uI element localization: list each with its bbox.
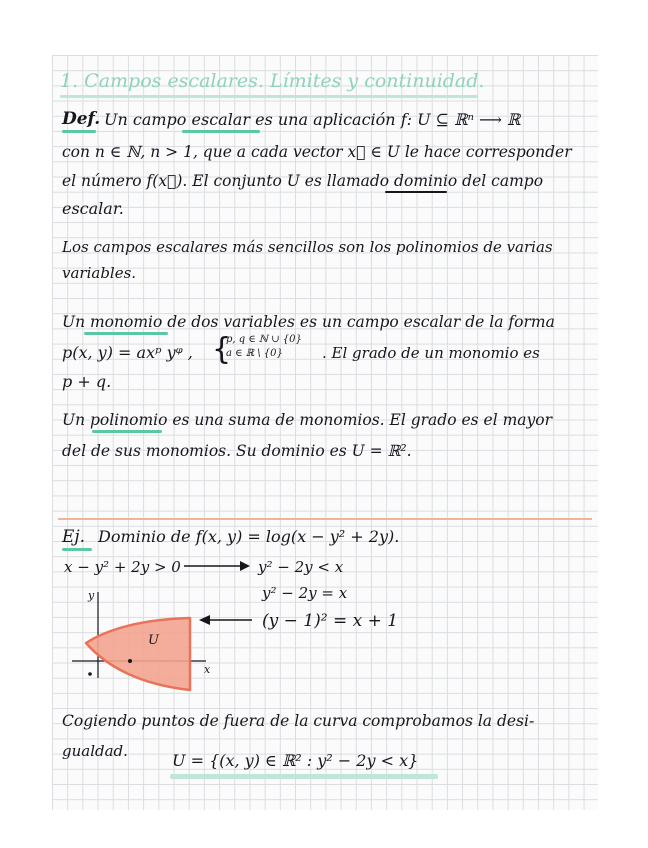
domain-set-highlight [170, 774, 438, 779]
conclusion-line-2: gualdad. [62, 742, 128, 760]
polynomials-line-1: Los campos escalares más sencillos son los polinomios de varias [62, 238, 553, 256]
region-label: U [148, 633, 159, 648]
example-step-3: (y − 1)² = x + 1 [262, 611, 399, 631]
definition-line-2: con n ∈ ℕ, n > 1, que a cada vector x⃗ ∈ U le hace corresponder [62, 143, 572, 161]
example-step-1: y² − 2y < x [258, 558, 344, 576]
monomial-formula: p(x, y) = axᵖ yᵠ , [62, 343, 193, 362]
polynomial-line-2: del de sus monomios. Su dominio es U = ℝ². [62, 442, 412, 460]
definition-line-4: escalar. [62, 199, 124, 218]
example-condition: x − y² + 2y > 0 [64, 558, 181, 576]
system-brace: { [212, 332, 232, 367]
conclusion-line-1: Cogiendo puntos de fuera de la curva comprobamos la desi- [62, 712, 535, 730]
definition-label: Def. [62, 109, 101, 129]
y-axis-label: y [88, 589, 95, 602]
example-step-2: y² − 2y = x [262, 584, 348, 602]
origin-point [88, 672, 92, 676]
monomial-degree-text: . El grado de un monomio es [322, 344, 540, 362]
domain-region [86, 618, 190, 690]
definition-line-3: el número f(x⃗). El conjunto U es llamado dominio del campo [62, 172, 544, 190]
definition-line-1: Un campo escalar es una aplicación f: U ⊆ ℝⁿ ⟶ ℝ [104, 110, 521, 129]
example-label: Ej. [62, 527, 86, 547]
monomial-condition-2: a ∈ ℝ \ {0} [226, 348, 283, 359]
polynomials-line-2: variables. [62, 264, 137, 282]
page-title: 1. Campos escalares. Límites y continuidad. [60, 70, 485, 92]
region-arrow [199, 615, 252, 625]
domain-set: U = {(x, y) ∈ ℝ² : y² − 2y < x} [172, 751, 419, 770]
polynomial-line-1: Un polinomio es una suma de monomios. El grado es el mayor [62, 411, 553, 429]
example-statement: Dominio de f(x, y) = log(x − y² + 2y). [98, 527, 400, 546]
x-axis-label: x [204, 663, 211, 676]
monomial-degree: p + q. [62, 372, 112, 391]
monomial-line-1: Un monomio de dos variables es un campo escalar de la forma [62, 313, 555, 331]
vertex-point [128, 659, 132, 663]
monomial-condition-1: p, q ∈ ℕ ∪ {0} [226, 334, 302, 345]
